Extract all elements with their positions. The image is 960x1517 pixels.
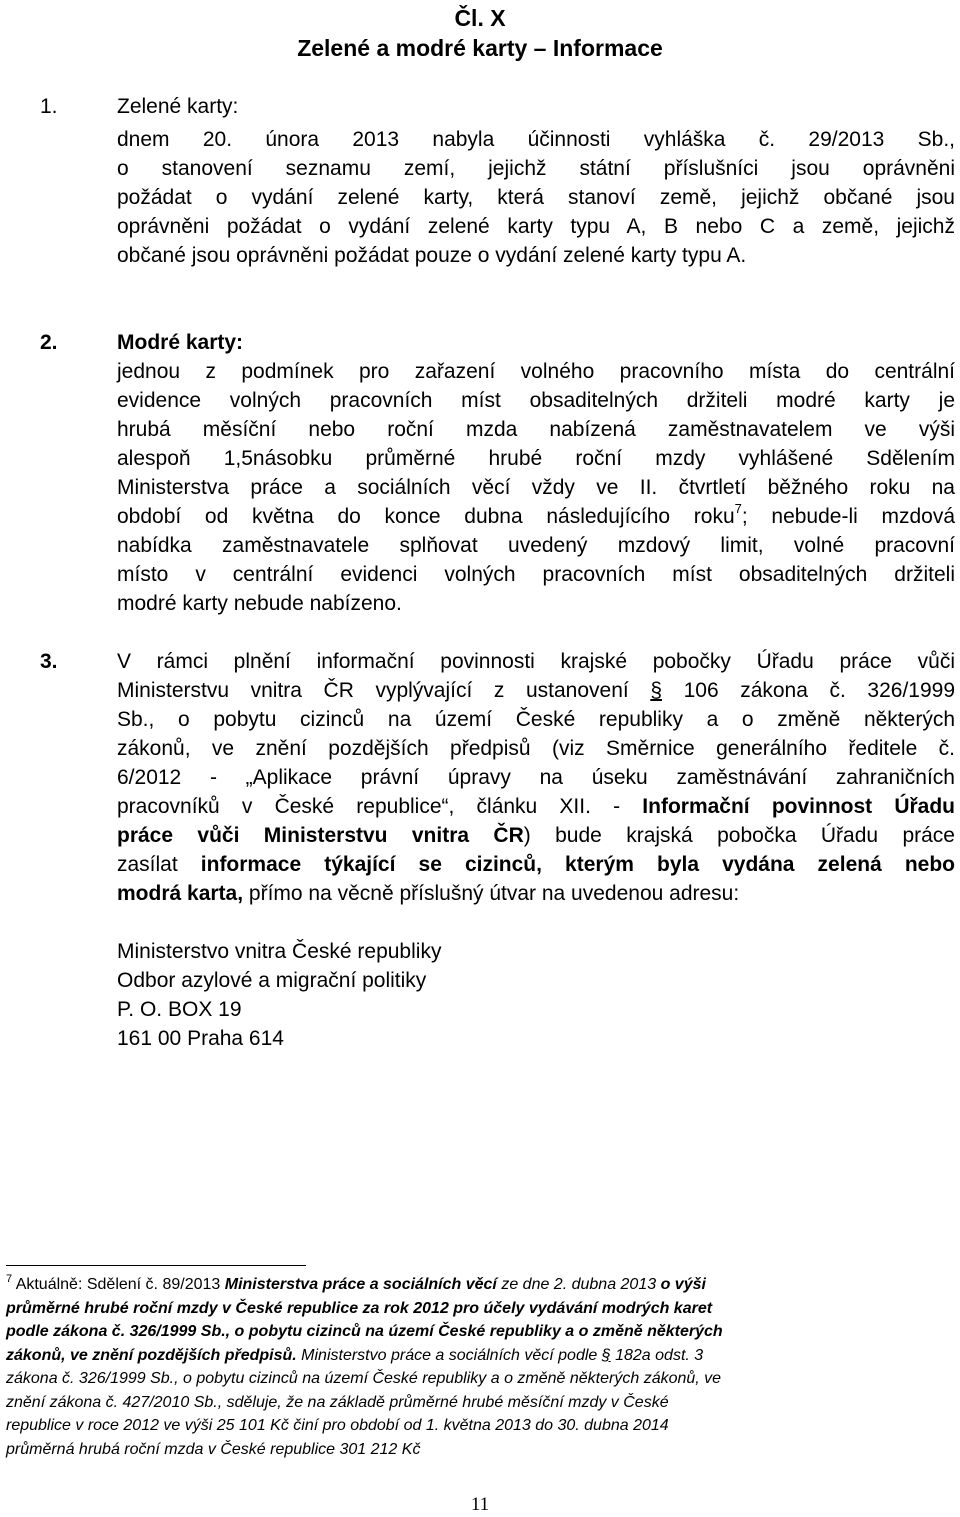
footnote-separator	[6, 1265, 306, 1266]
text-line	[117, 850, 955, 879]
bold-text: o výši	[660, 1276, 706, 1293]
footnote-line: průměrné hrubé roční mzdy v České republice za rok 2012 pro účely vydávání modrých karet	[6, 1299, 713, 1317]
address-line: P. O. BOX 19	[117, 998, 242, 1021]
text-segment: 182a odst. 3	[610, 1346, 704, 1364]
footnote	[6, 1273, 946, 1461]
text-line	[117, 879, 955, 908]
bold-text: modrá karta,	[117, 882, 244, 905]
text-segment: Ministerstvo práce a sociálních věcí podle	[296, 1346, 602, 1364]
bold-text: Ministerstva práce a sociálních věcí	[224, 1276, 497, 1293]
footnote-line: zákona č. 326/1999 Sb., o pobytu cizinců na území České republiky a o změně některých zákonů, ve	[6, 1370, 722, 1387]
section-3-text	[117, 647, 955, 908]
text-line: evidence volných pracovních míst obsaditelných držiteli modré karty je	[117, 389, 955, 412]
bold-text: práce vůči Ministerstvu vnitra ČR	[117, 824, 524, 847]
text-segment: zasílat	[117, 853, 201, 876]
bold-text: , o pobytu cizinců na území České republiky a o změně některých	[225, 1323, 723, 1340]
text-line: o stanovení seznamu zemí, jejichž státní příslušníci jsou oprávněni	[117, 157, 955, 180]
text-line: oprávněni požádat o vydání zelené karty typu A, B nebo C a země, jejichž	[117, 215, 955, 238]
text-segment: přímo na věcně příslušný útvar na uvedenou adresu:	[243, 882, 740, 905]
text-segment: ) bude krajská pobočka Úřadu práce	[523, 824, 955, 847]
text-line: nabídka zaměstnavatele splňovat uvedený mzdový limit, volné pracovní	[117, 534, 955, 557]
text-segment: 106 zákona č. 326/1999	[662, 679, 956, 702]
section-2-title: Modré karty:	[117, 331, 244, 354]
bold-text: informace týkající se cizinců, kterým byla vydána zelená nebo	[200, 853, 955, 876]
article-number: Čl. X	[454, 5, 506, 31]
text-line: místo v centrální evidenci volných pracovních míst obsaditelných držiteli	[117, 563, 955, 586]
text-segment: Ministerstvu vnitra ČR vyplývající z ustanovení	[117, 679, 651, 702]
bold-text: podle zákona č. 326/1999 Sb.	[6, 1323, 226, 1340]
footnote-line: republice v roce 2012 ve výši 25 101 Kč činí pro období od 1. května 2013 do 30. dubna 2014	[6, 1417, 669, 1434]
page-title: Zelené a modré karty – Informace	[297, 35, 663, 61]
address-line: 161 00 Praha 614	[117, 1027, 284, 1050]
text-line	[117, 676, 955, 705]
section-2-number: 2.	[40, 331, 58, 354]
footnote-line	[6, 1273, 946, 1297]
address-line: Odbor azylové a migrační politiky	[117, 969, 427, 992]
footnote-line: znění zákona č. 427/2010 Sb., sděluje, že na základě průměrné hrubé měsíční mzdy v České	[6, 1393, 669, 1411]
address-block	[117, 937, 441, 1053]
address-line: Ministerstvo vnitra České republiky	[117, 940, 442, 963]
text-line: hrubá měsíční nebo roční mzda nabízená zaměstnavatelem ve výši	[117, 418, 955, 441]
text-line: 6/2012 - „Aplikace právní úpravy na úseku zaměstnávání zahraničních	[117, 766, 955, 789]
section-2-text	[117, 328, 955, 618]
text-line: V rámci plnění informační povinnosti krajské pobočky Úřadu práce vůči	[117, 650, 955, 673]
bold-text: Informační povinnost Úřadu	[642, 795, 956, 818]
bold-text: zákonů, ve znění pozdějších předpisů.	[6, 1346, 297, 1364]
text-segment: období od května do konce dubna následujícího roku	[117, 505, 735, 528]
section-1-text	[117, 125, 955, 270]
footnote-mark: 7	[6, 1273, 13, 1285]
text-line: občané jsou oprávněni požádat pouze o vydání zelené karty typu A.	[117, 244, 747, 267]
text-line: požádat o vydání zelené karty, která stanoví země, jejichž občané jsou	[117, 186, 955, 209]
section-symbol: §	[601, 1346, 611, 1364]
section-3-number: 3.	[40, 650, 58, 673]
text-segment: ; nebude-li mzdová	[741, 505, 956, 528]
text-line	[117, 792, 955, 821]
footnote-reference[interactable]: 7	[734, 501, 742, 516]
section-symbol: §	[650, 679, 662, 702]
text-segment: ze dne 2. dubna 2013	[496, 1276, 661, 1293]
footnote-line: průměrná hrubá roční mzda v České republice 301 212 Kč	[6, 1440, 421, 1458]
text-line: modré karty nebude nabízeno.	[117, 592, 402, 615]
footnote-line	[6, 1320, 946, 1344]
text-line: zákonů, ve znění pozdějších předpisů (viz Směrnice generálního ředitele č.	[117, 737, 955, 760]
text-line: Sb., o pobytu cizinců na území České republiky a o změně některých	[117, 708, 955, 731]
text-line: alespoň 1,5násobku průměrné hrubé roční mzdy vyhlášené Sdělením	[117, 447, 955, 470]
text-segment: pracovníků v České republice“, článku XII. -	[117, 795, 643, 818]
text-line: dnem 20. února 2013 nabyla účinnosti vyhláška č. 29/2013 Sb.,	[117, 128, 955, 151]
section-1-title: Zelené karty:	[117, 95, 239, 118]
text-line: jednou z podmínek pro zařazení volného pracovního místa do centrální	[117, 360, 955, 383]
text-line: Ministerstva práce a sociálních věcí vždy ve II. čtvrtletí běžného roku na	[117, 476, 955, 499]
text-segment: Aktuálně: Sdělení č. 89/2013	[12, 1276, 225, 1293]
page-number: 11	[470, 1494, 490, 1515]
footnote-line	[6, 1344, 946, 1368]
text-line	[117, 502, 955, 531]
text-line	[117, 821, 955, 850]
section-1-number: 1.	[40, 95, 58, 118]
